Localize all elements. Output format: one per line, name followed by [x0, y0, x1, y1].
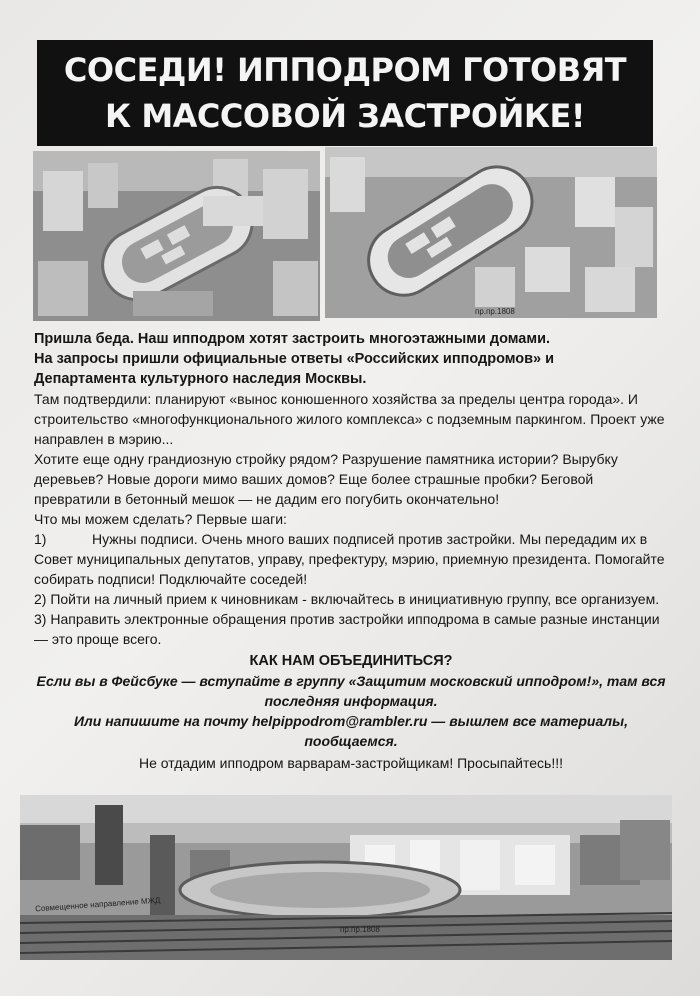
racetrack-panorama — [20, 795, 672, 960]
panorama-caption-rail: Совмещенное направление МЖД — [34, 895, 161, 914]
email-call: Или напишите на почту helpippodrom@rambler.ru — вышлем все материалы, пообщаемся. — [73, 713, 628, 749]
flyer-body — [34, 329, 668, 773]
step-1-text: Нужны подписи. Очень много ваших подписей против застройки. Мы передадим их в Совет муниципальных депутатов, управу, префектуру, мэрию, приемную президента. Помогайте собирать подписи! Подключайте соседей! — [34, 531, 665, 587]
step-3: 3) Направить электронные обращения против застройки ипподрома в самые разные инстанции — это проще всего. — [34, 611, 660, 647]
racetrack-render-left — [33, 151, 320, 321]
step-2: 2) Пойти на личный прием к чиновникам - включайтесь в инициативную группу, все организуем. — [34, 591, 660, 607]
paragraph-confirmation: Там подтвердили: планируют «вынос конюшенного хозяйства за пределы центра города». И строительство «многофункционального жилого комплекса» с подземным паркингом. Проект уже направлен в мэрию... — [34, 391, 665, 447]
headline-banner — [37, 40, 653, 146]
step-1 — [34, 529, 668, 589]
headline-line-1: СОСЕДИ! ИППОДРОМ ГОТОВЯТ — [63, 51, 627, 89]
panorama-caption-lot: пр.пр.1808 — [340, 925, 380, 934]
paragraph-questions: Хотите еще одну грандиозную стройку рядом? Разрушение памятника истории? Вырубку деревьев? Новые дороги мимо ваших домов? Еще более страшные пробки? Беговой превратили в бетонный мешок — не дадим его погубить окончательно! — [34, 451, 618, 507]
headline-line-2: К МАССОВОЙ ЗАСТРОЙКЕ! — [105, 97, 585, 135]
unite-heading: КАК НАМ ОБЪЕДИНИТЬСЯ? — [249, 653, 453, 669]
racetrack-render-right — [325, 147, 657, 318]
intro-line-3: Департамента культурного наследия Москвы. — [34, 371, 367, 387]
intro-line-1: Пришла беда. Наш ипподром хотят застроить многоэтажными домами. — [34, 331, 551, 347]
facebook-call: Если вы в Фейсбуке — вступайте в группу «Защитим московский ипподром!», там вся последняя информация. — [36, 673, 666, 709]
intro-line-2: На запросы пришли официальные ответы «Российских ипподромов» и — [34, 351, 555, 367]
step-1-number: 1) — [34, 531, 47, 547]
paragraph-first-steps: Что мы можем сделать? Первые шаги: — [34, 511, 287, 527]
closing-slogan: Не отдадим ипподром варварам-застройщикам! Просыпайтесь!!! — [138, 755, 564, 771]
right-photo-caption: пр.пр.1808 — [475, 307, 515, 316]
